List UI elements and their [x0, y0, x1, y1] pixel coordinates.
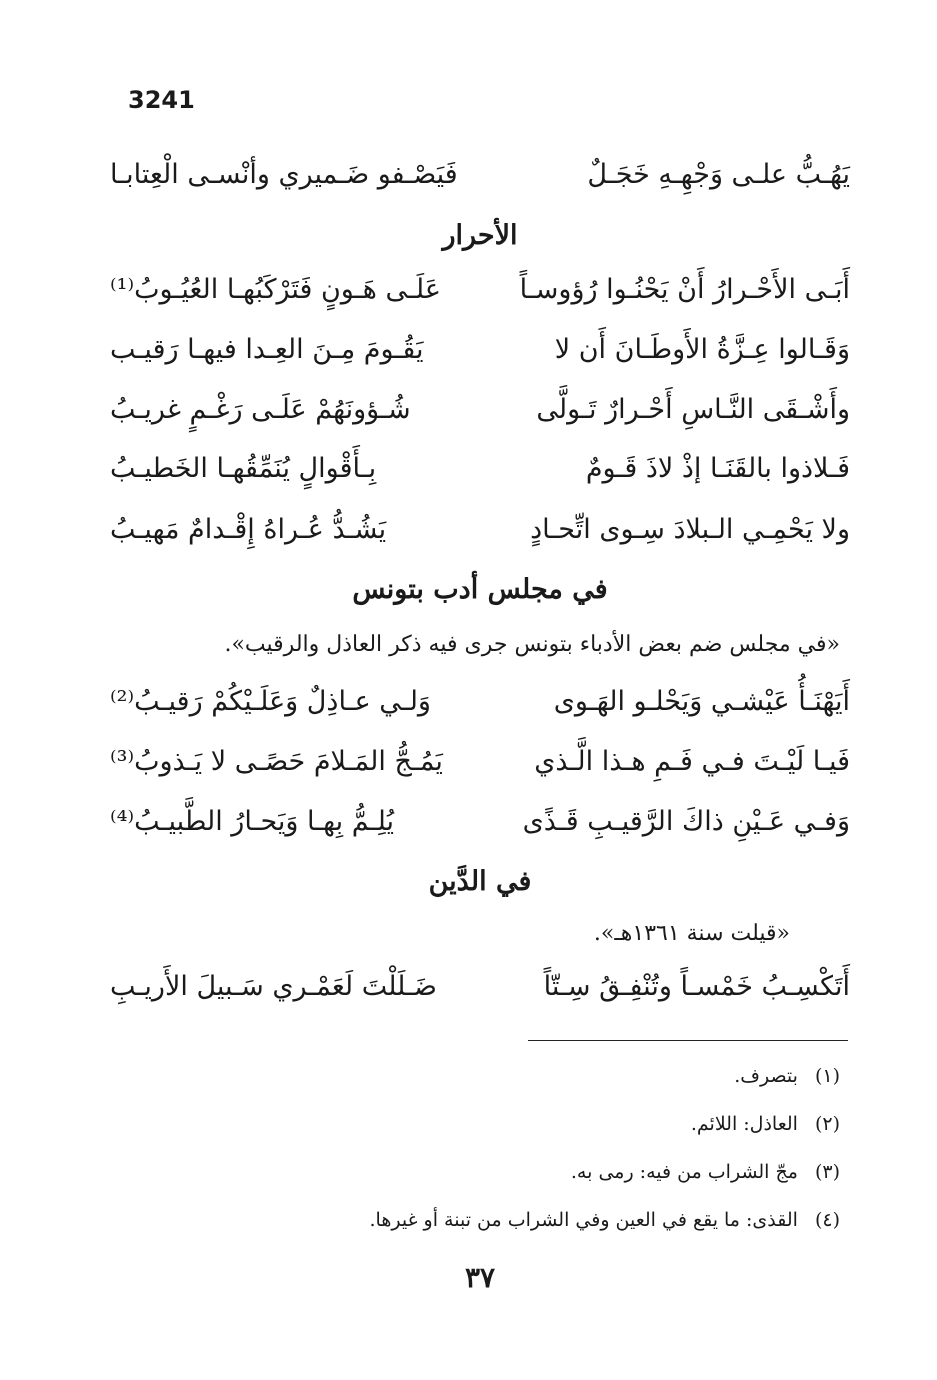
verse	[110, 325, 850, 375]
footnote	[110, 1106, 840, 1142]
verse	[110, 677, 850, 727]
section-title-debt: في الدَّين	[428, 866, 532, 897]
footnote	[110, 1154, 840, 1190]
verse	[110, 385, 850, 435]
section-title-al-ahrar: الأحرار	[442, 220, 518, 251]
verse-second-hemistich: فَيَصْـفو ضَـميري وأنْسـى الْعِتابـا	[110, 159, 458, 190]
footnote-number: (٣)	[814, 1161, 840, 1183]
section-intro: «في مجلس ضم بعض الأدباء بتونس جرى فيه ذكر العاذل والرقيب».	[224, 632, 840, 657]
verse-first-hemistich: يَهُـبُّ علـى وَجْهِـهِ خَجَـلٌ	[587, 159, 850, 190]
verse-second-hemistich: يَقُـومَ مِـنَ العِـدا فيهـا رَقيـب	[110, 334, 424, 365]
footnote	[110, 1058, 840, 1094]
verse-first-hemistich: وَفـي عَـيْنِ ذاكَ الرَّقيـبِ قَـذًى	[522, 806, 850, 837]
verse-first-hemistich: فَـلاذوا بالقَنَـا إذْ لاذَ قَـومٌ	[585, 453, 850, 484]
verse-first-hemistich: أَبَـى الأَحْـرارُ أَنْ يَحْنُـوا رُؤوسـاً	[519, 274, 850, 305]
footnote-text: مجّ الشراب من فيه: رمى به.	[570, 1161, 798, 1183]
footnote-number: (٢)	[814, 1113, 840, 1135]
verse	[110, 797, 850, 847]
verse-first-hemistich: ولا يَحْمِـي الـبلادَ سِـوى اتِّحـادٍ	[530, 514, 850, 545]
verse-second-hemistich: بِـأَقْوالٍ يُنَمِّقُهـا الخَطيـبُ	[110, 453, 377, 484]
footnote-divider	[528, 1040, 848, 1041]
opening-verse	[110, 150, 850, 200]
footnote-text: بتصرف.	[734, 1065, 798, 1087]
verse-second-hemistich: وَلـي عـاذِلٌ وَعَلَـيْكُمْ رَقيـبُ⁽²⁾	[110, 686, 431, 717]
verse-first-hemistich: وَقَـالوا عِـزَّةُ الأَوطَـانَ أَن لا	[554, 334, 850, 365]
verse	[110, 962, 850, 1012]
verse	[110, 737, 850, 787]
footnote-number: (١)	[814, 1065, 840, 1087]
page-number: ٣٧	[464, 1261, 496, 1294]
verse-first-hemistich: وأَشْـقَى النَّـاسِ أَحْـرارٌ تَـولَّى	[536, 394, 850, 425]
footnote-number: (٤)	[814, 1209, 840, 1231]
verse-first-hemistich: أَيَهْنَـأُ عَيْشـي وَيَحْلـو الهَـوى	[553, 686, 850, 717]
verse-second-hemistich: يُلِـمُّ بِهـا وَيَحـارُ الطَّبيـبُ⁽⁴⁾	[110, 806, 395, 837]
verse-second-hemistich: عَلَـى هَـونٍ فَتَرْكَبُهـا العُيُـوبُ⁽¹⁾	[110, 274, 441, 305]
section-intro: «قيلت سنة ١٣٦١هـ».	[593, 921, 790, 946]
verse-second-hemistich: شُـؤونَهُمْ عَلَـى رَغْـمٍ غريـبُ	[110, 394, 411, 425]
verse-second-hemistich: يَشُـدُّ عُـراهُ إِقْـدامٌ مَهيـبُ	[110, 514, 387, 545]
footnote	[110, 1202, 840, 1238]
verse-second-hemistich: يَمُـجُّ المَـلامَ حَصًـى لا يَـذوبُ⁽³⁾	[110, 746, 443, 777]
verse-first-hemistich: فَيـا لَيْـتَ فـي فَـمِ هـذا الَّـذي	[534, 746, 850, 777]
page-identifier: 3241	[128, 86, 195, 114]
verse-first-hemistich: أَتَكْسِـبُ خَمْسـاً وتُنْفِـقُ سِـتّاً	[543, 971, 850, 1002]
verse	[110, 505, 850, 555]
footnote-text: العاذل: اللائم.	[690, 1113, 798, 1135]
verse-second-hemistich: ضَـلَلْتَ لَعَمْـري سَـبيلَ الأَريـبِ	[110, 971, 437, 1002]
verse	[110, 265, 850, 315]
section-title-literary-gathering: في مجلس أدب بتونس	[352, 574, 608, 605]
footnote-text: القذى: ما يقع في العين وفي الشراب من تبنة أو غيرها.	[369, 1209, 798, 1231]
verse	[110, 444, 850, 494]
